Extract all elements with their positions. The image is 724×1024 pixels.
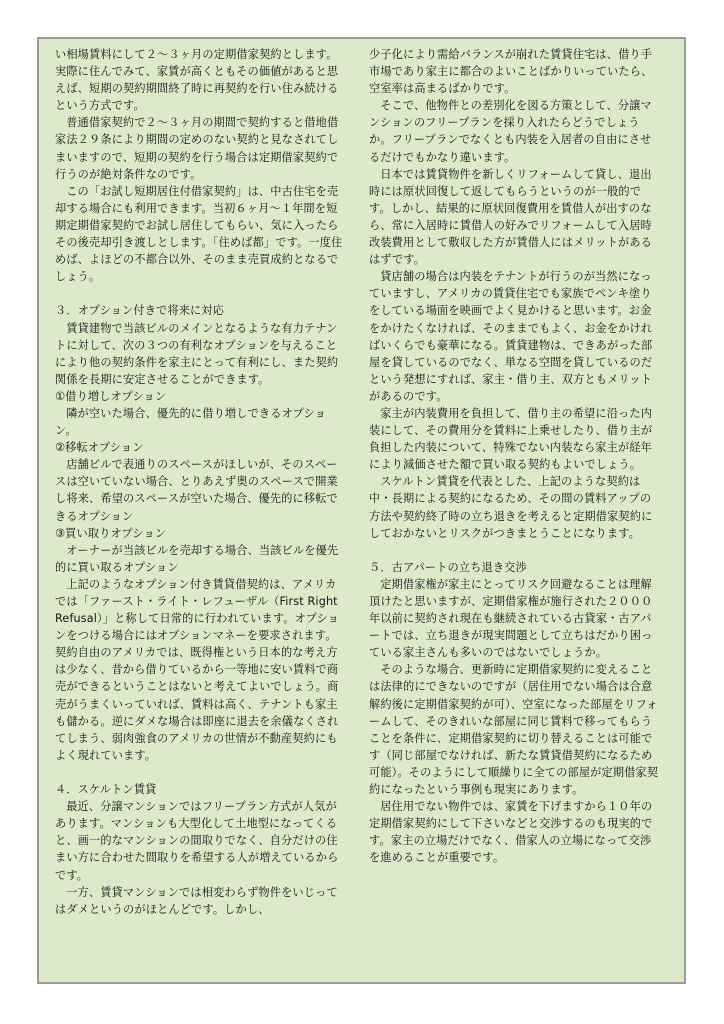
paragraph: 店舗ビルで表通りのスペースがほしいが、そのスペースは空いていない場合、とりあえず奥のスペースで開業し将来、希望のスペースが空いた場合、優先的に移転できるオプション xyxy=(55,458,338,523)
paragraph-gap xyxy=(55,764,347,781)
paragraph: 貸店舗の場合は内装をテナントが行うのが当然になっていますし、アメリカの賃貸住宅でも家族でペンキ塗りをしている場面を映画でよく見かけると思います。お金をかけたくなければ、そのままでもよく、お金をかければいくらでも豪華になる。賃貸建物は、できあがった部屋を貸しているのでなく、単なる空間を貸しているのだという発想にすれば、家主・借り主、双方ともメリットがあるのです。 xyxy=(369,270,653,403)
paragraph: 定期借家権が家主にとってリスク回避なることは理解頂けたと思いますが、定期借家権が施行された２０００年以前に契約され現在も継続されている古貸家・古アパートでは、立ち退きが現実問題として立ちはだかり困っている家主さんも多いのではないでしょうか。 xyxy=(369,577,653,660)
paragraph: ③買い取りオプション xyxy=(55,526,167,540)
paragraph: 最近、分譲マンションではフリープラン方式が人気があります。マンションも大型化して土地型になってくると、画一的なマンションの間取りでなく、自分だけの住まい方に合わせた間取りを希望する人が増えているからです。 xyxy=(55,800,339,882)
paragraph: 居住用でない物件では、家賃を下げますから１０年の定期借家契約にして下さいなどと交渉するのも現実的です。家主の立場だけでなく、借家人の立場になって交渉を進めることが重要です。 xyxy=(369,800,653,865)
paragraph: 少子化により需給バランスが崩れた賃貸住宅は、借り手市場であり家主に都合のよいことばかりいっていたら、空室率は高まるばかりです。 xyxy=(369,48,653,96)
paragraph: ３．オプション付きで将来に対応 xyxy=(55,304,225,318)
paragraph: そのような場合、更新時に定期借家契約に変えることは法律的にできないのですが（居住用でない場合は合意解約後に定期借家契約が可）、空室になった部屋をリフォームして、そのきれいな部屋に同じ賃料で移ってもらうことを条件に、定期借家契約に切り替えることは可能です（同じ部屋でなければ、新たな賃貸借契約になるため可能）。そのようにして順繰りに全ての部屋が定期借家契約になったという事例も現実にあります。 xyxy=(369,663,659,797)
paragraph: 家主が内装費用を負担して、借り主の希望に沿った内装にして、その費用分を賃料に上乗せしたり、借り主が負担した内装について、特殊でない内装なら家主が経年により減価させた額で買い取る契約もよいでしょう。 xyxy=(369,406,653,472)
paragraph: オーナーが当該ビルを売却する場合、当該ビルを優先的に買い取るオプション xyxy=(55,543,339,574)
document-frame xyxy=(37,37,686,984)
paragraph: そこで、他物件との差別化を図る方策として、分譲マンションのフリープランを採り入れたらどうでしょうか。フリープランでなくとも内装を入居者の自由にさせるだけでもかなり違います。 xyxy=(369,99,652,164)
paragraph-gap xyxy=(369,542,661,559)
paragraph: い相場賃料にして２～３ヶ月の定期借家契約とします。実際に住んでみて、家賃が高くともその価値があると思えば、短期の契約期間終了時に再契約を行い住み続けるという方式です。 xyxy=(55,48,339,113)
paragraph: 普通借家契約で２～３ヶ月の期間で契約すると借地借家法２９条により期間の定めのない契約と見なされてしまいますので、短期の契約を行う場合は定期借家契約で行うのが絶対条件なのです。 xyxy=(55,116,339,181)
paragraph-gap xyxy=(55,285,347,302)
paragraph: 隣が空いた場合、優先的に借り増しできるオプション。 xyxy=(55,406,326,438)
paragraph: 日本では賃貸物件を新しくリフォームして貸し、退出時には原状回復して返してもらうというのが一般的です。しかし、結果的に原状回復費用を賃借人が出すのなら、常に入居時に賃借人の好みでリフォームして入居時改装費用として敷収した方が賃借人にはメリットがあるはずです。 xyxy=(369,167,652,267)
paragraph: ４．スケルトン賃貸 xyxy=(55,783,157,797)
right-column xyxy=(369,46,661,867)
left-column xyxy=(55,46,347,918)
paragraph: 一方、賃貸マンションでは相変わらず物件をいじってはダメというのがほとんどです。しかし、 xyxy=(55,885,338,916)
paragraph: スケルトン賃貸を代表とした、上記のような契約は中・長期による契約になるため、その間の賃料アップの方法や契約終了時の立ち退きを考えると定期借家契約にしておかないとリスクがつきまとうことになります。 xyxy=(369,475,653,540)
paragraph: ５．古アパートの立ち退き交渉 xyxy=(369,560,527,574)
paragraph: 上記のようなオプション付き賃貸借契約は、アメリカでは「ファースト・ライト・レフューザル（First Right Refusal）」と称して日常的に行われています。オプションをつける場合にはオプションマネーを要求されます。契約自由のアメリカでは、既得権という日本的な考え方は少なく、昔から借りているから一等地に安い賃料で商売ができるということはないと考えてよいでしょう。商売がうまくいっていれば、賃料は高く、テナントも家主も儲かる。逆にダメな場合は即座に退去を余儀なくされてしまう、弱肉強食のアメリカの世情が不動産契約にもよく現れています。 xyxy=(55,577,339,762)
paragraph: 賃貸建物で当該ビルのメインとなるような有力テナントに対して、次の３つの有利なオプションを与えることにより他の契約条件を家主にとって有利にし、また契約関係を長期に安定させることができます。 xyxy=(55,321,339,386)
paragraph: ①借り増しオプション xyxy=(55,389,167,403)
paragraph: この「お試し短期居住付借家契約」は、中古住宅を売却する場合にも利用できます。当初６ヶ月～１年間を短期定期借家契約でお試し居住してもらい、気に入ったらその後売却引き渡しとします。「住めば都」です。一度住めば、よほどの不都合以外、そのまま売買成約となるでしょう。 xyxy=(55,184,343,284)
paragraph: ②移転オプション xyxy=(55,441,144,455)
